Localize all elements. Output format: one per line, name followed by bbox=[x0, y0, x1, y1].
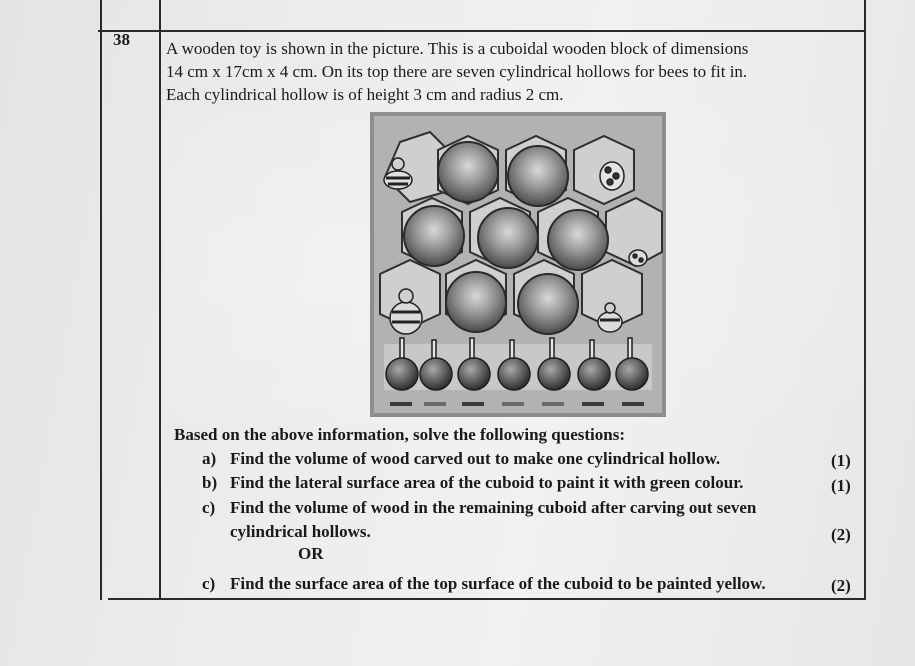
intro-line-2: 14 cm x 17cm x 4 cm. On its top there are seven cylindrical hollows for bees to fit in. bbox=[166, 62, 748, 81]
part-c-alt-text: Find the surface area of the top surface of the cuboid to be painted yellow. bbox=[230, 574, 766, 593]
part-b-text: Find the lateral surface area of the cuboid to paint it with green colour. bbox=[230, 473, 744, 492]
hollow-7 bbox=[518, 274, 578, 334]
bee-icon bbox=[600, 162, 624, 190]
bee-bead bbox=[498, 358, 530, 390]
bee-bead bbox=[578, 358, 610, 390]
part-c-text-continued: cylindrical hollows. bbox=[230, 522, 371, 541]
bee-bead bbox=[386, 358, 418, 390]
bee-bead bbox=[420, 358, 452, 390]
intro-line-1: A wooden toy is shown in the picture. This is a cuboidal wooden block of dimensions bbox=[166, 39, 749, 58]
bee-bead bbox=[458, 358, 490, 390]
bee-icon bbox=[629, 250, 647, 266]
table-left-border bbox=[100, 0, 102, 600]
part-c-alt-label: c) bbox=[202, 574, 216, 593]
bee-bead bbox=[616, 358, 648, 390]
part-b-label: b) bbox=[202, 473, 218, 492]
table-top-border bbox=[98, 30, 866, 32]
questions-prompt: Based on the above information, solve the following questions: bbox=[174, 425, 625, 444]
hollow-5 bbox=[548, 210, 608, 270]
hollow-3 bbox=[404, 206, 464, 266]
table-bottom-border bbox=[108, 598, 866, 600]
part-a-marks: (1) bbox=[831, 451, 851, 470]
table-right-border bbox=[864, 0, 866, 600]
part-c-alt-marks: (2) bbox=[831, 576, 851, 595]
bee-bead bbox=[538, 358, 570, 390]
table-column-divider bbox=[159, 0, 161, 600]
intro-line-3: Each cylindrical hollow is of height 3 cm and radius 2 cm. bbox=[166, 85, 564, 104]
part-a-label: a) bbox=[202, 449, 217, 468]
part-c-text: Find the volume of wood in the remaining cuboid after carving out seven bbox=[230, 498, 757, 517]
hollow-1 bbox=[438, 142, 498, 202]
part-c-marks: (2) bbox=[831, 525, 851, 544]
question-number: 38 bbox=[113, 30, 130, 49]
honeycomb-bee-toy-image bbox=[370, 112, 666, 417]
hollow-6 bbox=[446, 272, 506, 332]
part-c-label: c) bbox=[202, 498, 216, 517]
hollow-2 bbox=[508, 146, 568, 206]
part-a-text: Find the volume of wood carved out to make one cylindrical hollow. bbox=[230, 449, 721, 468]
bee-pegs-row bbox=[384, 338, 652, 390]
or-label: OR bbox=[298, 544, 324, 563]
hollow-4 bbox=[478, 208, 538, 268]
part-b-marks: (1) bbox=[831, 476, 851, 495]
